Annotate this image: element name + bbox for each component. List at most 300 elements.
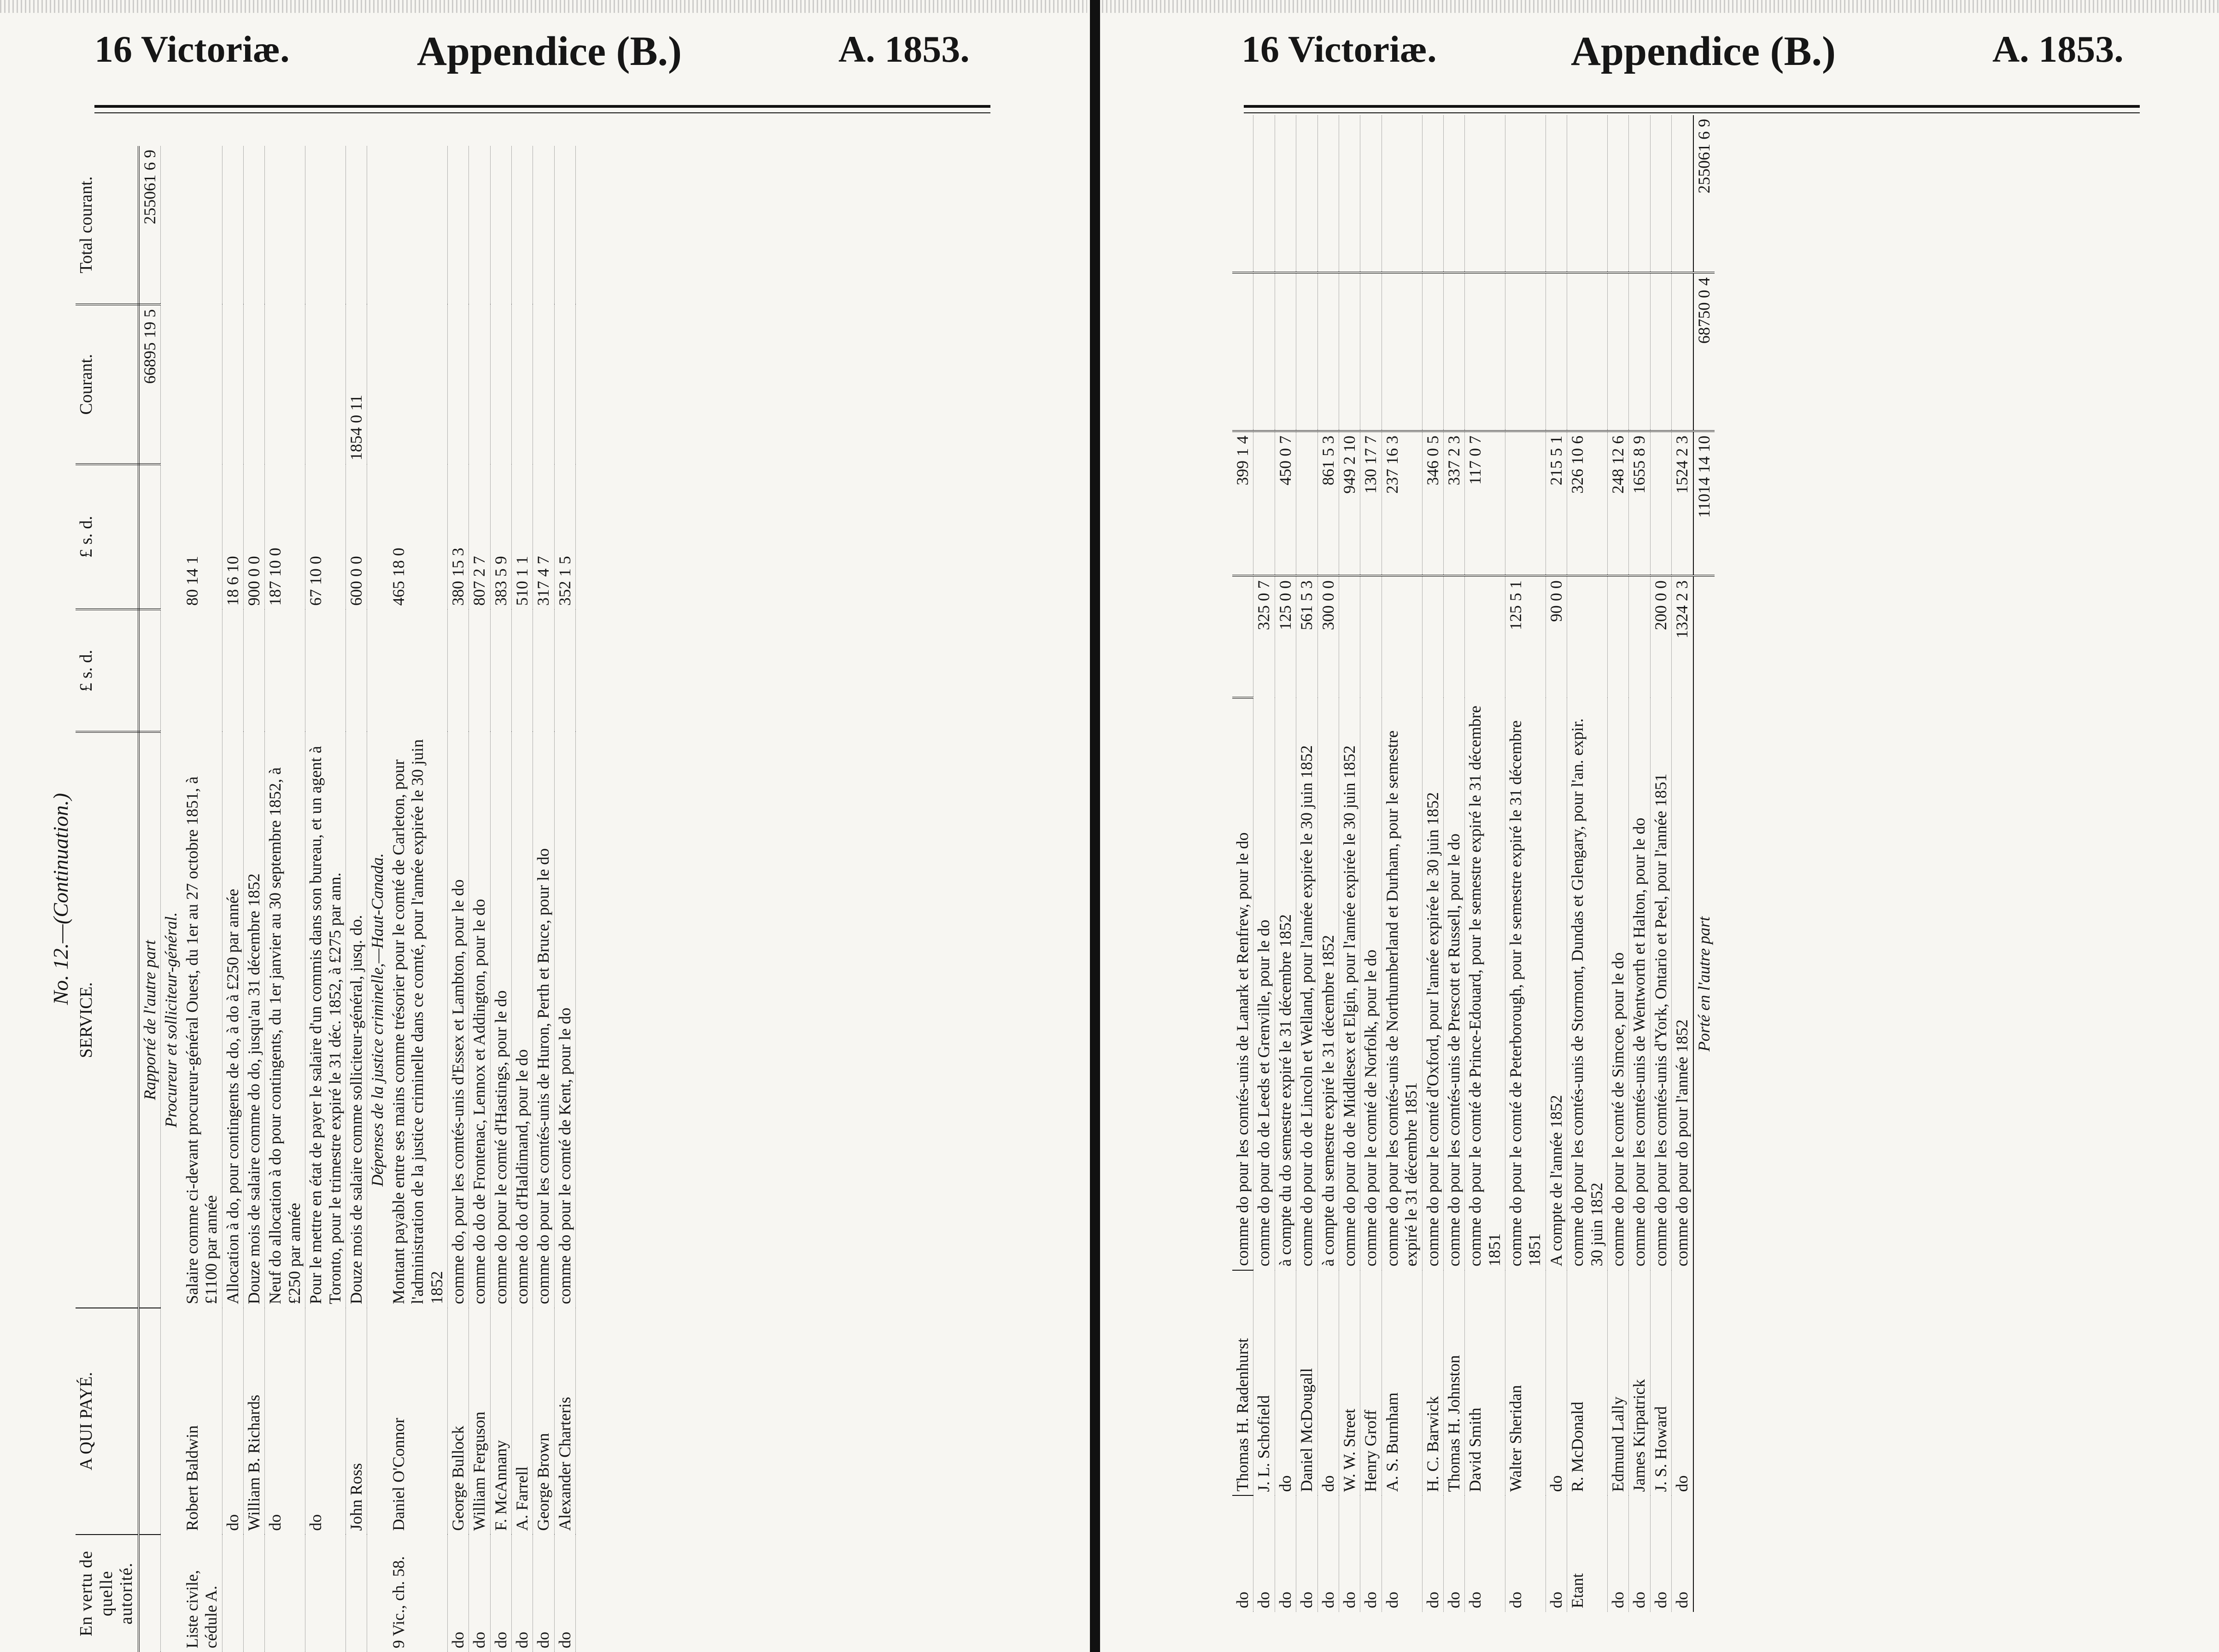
table-cell: comme do pour les comtés-unis de Northumberland et Durham, pour le semestre expiré le 31 décembre 1851 bbox=[1382, 698, 1422, 1270]
table-cell bbox=[1672, 273, 1693, 431]
table-cell bbox=[244, 609, 265, 732]
table-cell: comme do pour les comtés-unis de Lanark et Renfrew, pour le do bbox=[1232, 698, 1253, 1270]
table-cell: do bbox=[554, 1535, 575, 1652]
table-cell bbox=[1608, 273, 1629, 431]
table-cell: comme do pour les comtés-unis de Wentworth et Halton, pour le do bbox=[1629, 698, 1650, 1270]
table-cell bbox=[490, 609, 511, 732]
header-rule bbox=[1244, 105, 2140, 108]
table-row bbox=[1317, 115, 1339, 1612]
table-cell: Etant bbox=[1567, 1495, 1608, 1612]
table-cell: H. C. Barwick bbox=[1422, 1270, 1443, 1496]
table-cell bbox=[1360, 576, 1382, 698]
table-cell: 1324 2 3 bbox=[1672, 576, 1693, 698]
table-cell: do bbox=[1629, 1495, 1650, 1612]
table-cell: 117 0 7 bbox=[1465, 431, 1505, 576]
table-cell: Neuf do allocation à do pour contingents, du 1er janvier au 30 septembre 1852, à £250 par année bbox=[265, 732, 305, 1308]
table-cell: do bbox=[222, 1308, 243, 1535]
table-cell: do bbox=[1546, 1495, 1567, 1612]
table-cell: Liste civile, cédule A. bbox=[182, 1535, 222, 1652]
table-row bbox=[490, 146, 511, 1652]
table-row bbox=[345, 146, 367, 1652]
col-sub-units: £ s. d. bbox=[76, 609, 139, 732]
header-session: 16 Victoriæ. bbox=[94, 28, 290, 70]
header-appendix: Appendice (B.) bbox=[417, 29, 682, 74]
table-cell: do bbox=[1317, 1495, 1339, 1612]
table-cell bbox=[265, 146, 305, 304]
header-year: A. 1853. bbox=[1992, 28, 2124, 70]
table-cell: Thomas H. Radenhurst bbox=[1232, 1270, 1253, 1496]
table-row bbox=[1339, 115, 1360, 1612]
table-cell: do bbox=[1443, 1495, 1464, 1612]
header-appendix: Appendice (B.) bbox=[1571, 29, 1836, 74]
table-cell bbox=[1567, 273, 1608, 431]
table-cell: 125 0 0 bbox=[1275, 576, 1296, 698]
table-cell: 300 0 0 bbox=[1317, 576, 1339, 698]
table-cell bbox=[367, 304, 388, 464]
col-amt-units: £ s. d. bbox=[76, 464, 139, 609]
table-cell bbox=[1693, 1270, 1715, 1496]
table-cell: do bbox=[1422, 1495, 1443, 1612]
table-cell bbox=[1422, 576, 1443, 698]
table-row bbox=[1360, 115, 1382, 1612]
table-cell bbox=[244, 146, 265, 304]
table-cell: Montant payable entre ses mains comme trésorier pour le comté de Carleton, pour l'administration de la justice criminelle dans ce comté, pour l'année expirée le 30 juin 1852 bbox=[388, 732, 448, 1308]
table-cell: 399 1 4 bbox=[1232, 431, 1253, 576]
table-cell bbox=[1422, 273, 1443, 431]
table-row bbox=[1422, 115, 1443, 1612]
table-row bbox=[182, 146, 222, 1652]
table-cell: George Brown bbox=[533, 1308, 554, 1535]
table-cell bbox=[1382, 273, 1422, 431]
table-cell bbox=[1629, 273, 1650, 431]
table-row bbox=[554, 146, 575, 1652]
table-cell: 237 16 3 bbox=[1382, 431, 1422, 576]
table-cell bbox=[305, 1535, 346, 1652]
table-cell bbox=[1567, 576, 1608, 698]
table-cell bbox=[139, 1535, 161, 1652]
table-cell bbox=[182, 146, 222, 304]
table-cell: à compte du semestre expiré le 31 décembre 1852 bbox=[1317, 698, 1339, 1270]
table-cell: 90 0 0 bbox=[1546, 576, 1567, 698]
carried-forward-total: 255061 6 9 bbox=[1693, 115, 1715, 273]
table-row bbox=[1253, 115, 1275, 1612]
table-cell bbox=[139, 464, 161, 609]
brought-forward-courant: 66895 19 5 bbox=[139, 304, 161, 464]
table-cell: do bbox=[533, 1535, 554, 1652]
table-cell: Alexander Charteris bbox=[554, 1308, 575, 1535]
table-cell: 80 14 1 bbox=[182, 464, 222, 609]
col-courant: Courant. bbox=[76, 304, 139, 464]
table-row bbox=[265, 146, 305, 1652]
table-cell: 326 10 6 bbox=[1567, 431, 1608, 576]
carried-forward-row bbox=[1693, 115, 1715, 1612]
table-cell bbox=[1253, 273, 1275, 431]
table-cell: 465 18 0 bbox=[388, 464, 448, 609]
table-cell bbox=[1567, 115, 1608, 273]
header-rule bbox=[1244, 112, 2140, 113]
table-cell bbox=[1443, 576, 1464, 698]
table-cell: do bbox=[1672, 1495, 1693, 1612]
table-row bbox=[1672, 115, 1693, 1612]
table-cell bbox=[222, 609, 243, 732]
right-ledger bbox=[1232, 115, 2177, 1612]
table-cell bbox=[1253, 115, 1275, 273]
table-cell: 9 Vic., ch. 58. bbox=[388, 1535, 448, 1652]
table-cell: do bbox=[1546, 1270, 1567, 1496]
table-cell bbox=[447, 146, 468, 304]
table-cell bbox=[554, 609, 575, 732]
col-service: SERVICE. bbox=[76, 732, 139, 1308]
table-row bbox=[305, 146, 346, 1652]
table-cell: David Smith bbox=[1465, 1270, 1505, 1496]
table-cell: comme do do de Frontenac, Lennox et Addington, pour le do bbox=[469, 732, 490, 1308]
table-cell bbox=[1608, 576, 1629, 698]
table-cell bbox=[1317, 273, 1339, 431]
table-cell bbox=[1465, 273, 1505, 431]
table-cell: comme do pour le comté de Kent, pour le do bbox=[554, 732, 575, 1308]
table-cell: 325 0 7 bbox=[1253, 576, 1275, 698]
table-cell bbox=[1693, 576, 1715, 698]
table-cell: 317 4 7 bbox=[533, 464, 554, 609]
table-cell bbox=[533, 609, 554, 732]
table-cell: 807 2 7 bbox=[469, 464, 490, 609]
table-cell: comme do pour do pour l'année 1852 bbox=[1672, 698, 1693, 1270]
table-cell bbox=[447, 304, 468, 464]
table-row bbox=[1465, 115, 1505, 1612]
table-cell bbox=[161, 304, 182, 464]
table-cell bbox=[1443, 273, 1464, 431]
table-cell bbox=[1339, 576, 1360, 698]
table-cell bbox=[1650, 273, 1671, 431]
table-cell: F. McAnnany bbox=[490, 1308, 511, 1535]
table-cell: 67 10 0 bbox=[305, 464, 346, 609]
table-cell bbox=[1253, 431, 1275, 576]
table-cell bbox=[1339, 273, 1360, 431]
table-cell bbox=[1546, 273, 1567, 431]
table-row bbox=[1608, 115, 1629, 1612]
table-cell: comme do, pour les comtés-unis d'Essex et Lambton, pour le do bbox=[447, 732, 468, 1308]
table-cell bbox=[345, 609, 367, 732]
table-cell: comme do do d'Haldimand, pour le do bbox=[512, 732, 533, 1308]
table-cell bbox=[1339, 115, 1360, 273]
table-cell: do bbox=[490, 1535, 511, 1652]
table-cell: Douze mois de salaire comme solliciteur-général, jusq. do. bbox=[345, 732, 367, 1308]
table-cell bbox=[1232, 576, 1253, 698]
table-cell: comme do pour do de Middlesex et Elgin, pour l'année expirée le 30 juin 1852 bbox=[1339, 698, 1360, 1270]
table-cell bbox=[1360, 273, 1382, 431]
table-cell: 352 1 5 bbox=[554, 464, 575, 609]
table-cell: do bbox=[1382, 1495, 1422, 1612]
table-cell bbox=[1296, 273, 1317, 431]
table-cell bbox=[367, 1308, 388, 1535]
table-cell bbox=[161, 1535, 182, 1652]
table-cell: do bbox=[1253, 1495, 1275, 1612]
table-cell: comme do pour le comté de Peterborough, pour le semestre expiré le 31 décembre 1851 bbox=[1505, 698, 1546, 1270]
table-cell: do bbox=[265, 1308, 305, 1535]
table-cell: comme do pour le comté d'Oxford, pour l'année expirée le 30 juin 1852 bbox=[1422, 698, 1443, 1270]
table-cell: do bbox=[305, 1308, 346, 1535]
table-cell: 18 6 10 bbox=[222, 464, 243, 609]
section-heading: Dépenses de la justice criminelle,—Haut-Canada. bbox=[368, 853, 387, 1187]
table-cell bbox=[345, 146, 367, 304]
table-cell: Daniel McDougall bbox=[1296, 1270, 1317, 1496]
table-cell: do bbox=[447, 1535, 468, 1652]
table-cell bbox=[244, 1535, 265, 1652]
table-cell bbox=[1275, 115, 1296, 273]
table-cell bbox=[1650, 115, 1671, 273]
table-cell bbox=[388, 146, 448, 304]
table-cell: Edmund Lally bbox=[1608, 1270, 1629, 1496]
table-cell: J. S. Howard bbox=[1650, 1270, 1671, 1496]
table-cell: 1655 8 9 bbox=[1629, 431, 1650, 576]
table-cell bbox=[367, 464, 388, 609]
table-cell bbox=[1629, 576, 1650, 698]
table-cell bbox=[161, 464, 182, 609]
table-cell bbox=[512, 146, 533, 304]
table-cell bbox=[1296, 431, 1317, 576]
table-cell: A compte de l'année 1852 bbox=[1546, 698, 1567, 1270]
table-cell: 346 0 5 bbox=[1422, 431, 1443, 576]
table-cell bbox=[388, 609, 448, 732]
table-cell bbox=[1505, 115, 1546, 273]
table-row bbox=[222, 146, 243, 1652]
table-row bbox=[1232, 115, 1253, 1612]
table-row bbox=[1567, 115, 1608, 1612]
table-cell bbox=[367, 146, 388, 304]
table-cell: Henry Groff bbox=[1360, 1270, 1382, 1496]
table-cell bbox=[1465, 115, 1505, 273]
table-cell: William B. Richards bbox=[244, 1308, 265, 1535]
table-cell: do bbox=[1317, 1270, 1339, 1496]
table-cell: à compte du do semestre expiré le 31 décembre 1852 bbox=[1275, 698, 1296, 1270]
table-cell: 130 17 7 bbox=[1360, 431, 1382, 576]
table-cell bbox=[222, 1535, 243, 1652]
table-cell: 450 0 7 bbox=[1275, 431, 1296, 576]
table-cell bbox=[1382, 576, 1422, 698]
scan-edge bbox=[0, 0, 1087, 13]
table-row bbox=[1296, 115, 1317, 1612]
table-row bbox=[512, 146, 533, 1652]
table-cell bbox=[244, 304, 265, 464]
header-session: 16 Victoriæ. bbox=[1241, 28, 1437, 70]
table-row bbox=[1650, 115, 1671, 1612]
table-cell bbox=[265, 609, 305, 732]
table-cell: do bbox=[1339, 1495, 1360, 1612]
table-cell: Walter Sheridan bbox=[1505, 1270, 1546, 1496]
ledger-table bbox=[76, 146, 576, 1652]
table-cell bbox=[367, 1535, 388, 1652]
table-cell bbox=[1360, 115, 1382, 273]
table-cell: do bbox=[1275, 1270, 1296, 1496]
table-cell bbox=[265, 304, 305, 464]
table-row bbox=[244, 146, 265, 1652]
table-cell bbox=[182, 304, 222, 464]
table-cell: W. W. Street bbox=[1339, 1270, 1360, 1496]
table-cell bbox=[305, 146, 346, 304]
table-cell: Daniel O'Connor bbox=[388, 1308, 448, 1535]
table-row bbox=[533, 146, 554, 1652]
table-cell bbox=[222, 304, 243, 464]
table-cell: comme do pour les comtés-unis de Huron, Perth et Bruce, pour le do bbox=[533, 732, 554, 1308]
table-cell: comme do pour le comté de Simcoe, pour le do bbox=[1608, 698, 1629, 1270]
table-cell bbox=[305, 609, 346, 732]
table-cell: 248 12 6 bbox=[1608, 431, 1629, 576]
table-cell: 215 5 1 bbox=[1546, 431, 1567, 576]
table-cell bbox=[554, 304, 575, 464]
table-cell: 949 2 10 bbox=[1339, 431, 1360, 576]
table-cell: 337 2 3 bbox=[1443, 431, 1464, 576]
table-cell: A. S. Burnham bbox=[1382, 1270, 1422, 1496]
table-cell bbox=[345, 1535, 367, 1652]
col-payee: A QUI PAYÉ. bbox=[76, 1308, 139, 1535]
table-cell bbox=[305, 304, 346, 464]
table-cell bbox=[265, 1535, 305, 1652]
table-cell bbox=[469, 304, 490, 464]
table-cell: 200 0 0 bbox=[1650, 576, 1671, 698]
table-cell bbox=[490, 304, 511, 464]
table-cell: William Ferguson bbox=[469, 1308, 490, 1535]
col-authority: En vertu de quelle autorité. bbox=[76, 1535, 139, 1652]
table-cell: 600 0 0 bbox=[345, 464, 367, 609]
table-cell: 510 1 1 bbox=[512, 464, 533, 609]
table-cell: comme do pour do de Leeds et Grenville, pour le do bbox=[1253, 698, 1275, 1270]
table-cell bbox=[1546, 115, 1567, 273]
table-cell bbox=[1505, 431, 1546, 576]
table-cell: do bbox=[1296, 1495, 1317, 1612]
table-cell bbox=[1317, 115, 1339, 273]
brought-forward-row bbox=[139, 146, 161, 1652]
table-cell: J. L. Schofield bbox=[1253, 1270, 1275, 1496]
table-cell: comme do pour le comté d'Hastings, pour le do bbox=[490, 732, 511, 1308]
table-cell: 1524 2 3 bbox=[1672, 431, 1693, 576]
table-cell bbox=[1608, 115, 1629, 273]
header-rule bbox=[94, 112, 990, 113]
table-cell bbox=[1296, 115, 1317, 273]
table-cell: Douze mois de salaire comme do do, jusqu'au 31 décembre 1852 bbox=[244, 732, 265, 1308]
table-cell: 861 5 3 bbox=[1317, 431, 1339, 576]
table-cell bbox=[469, 146, 490, 304]
table-cell bbox=[512, 609, 533, 732]
table-cell: do bbox=[1465, 1495, 1505, 1612]
table-cell bbox=[1422, 115, 1443, 273]
table-cell bbox=[1629, 115, 1650, 273]
table-cell: do bbox=[1505, 1495, 1546, 1612]
brought-forward-label: Rapporté de l'autre part bbox=[139, 732, 161, 1308]
table-cell: 561 5 3 bbox=[1296, 576, 1317, 698]
table-row bbox=[1505, 115, 1546, 1612]
table-cell bbox=[469, 609, 490, 732]
table-row bbox=[469, 146, 490, 1652]
table-cell: 125 5 1 bbox=[1505, 576, 1546, 698]
table-cell: 1854 0 11 bbox=[345, 304, 367, 464]
table-cell: do bbox=[1608, 1495, 1629, 1612]
table-cell: comme do pour les comtés-unis de Stormont, Dundas et Glengary, pour l'an. expir. 30 juin 1852 bbox=[1567, 698, 1608, 1270]
table-cell bbox=[1382, 115, 1422, 273]
table-row bbox=[1629, 115, 1650, 1612]
book-gutter bbox=[1090, 0, 1100, 1652]
table-cell: Salaire comme ci-devant procureur-général Ouest, du 1er au 27 octobre 1851, à £1100 par année bbox=[182, 732, 222, 1308]
table-cell bbox=[554, 146, 575, 304]
table-cell: Allocation à do, pour contingents de do, à do à £250 par année bbox=[222, 732, 243, 1308]
table-cell: Robert Baldwin bbox=[182, 1308, 222, 1535]
ledger-table bbox=[1232, 115, 1715, 1612]
scan-edge bbox=[1102, 0, 2219, 13]
table-cell bbox=[1443, 115, 1464, 273]
table-cell bbox=[182, 609, 222, 732]
header-rule bbox=[94, 105, 990, 108]
section-heading: Procureur et solliciteur-général. bbox=[162, 912, 181, 1128]
table-cell bbox=[139, 609, 161, 732]
table-cell: 380 15 3 bbox=[447, 464, 468, 609]
table-cell bbox=[1672, 115, 1693, 273]
table-cell bbox=[161, 1308, 182, 1535]
table-cell: do bbox=[512, 1535, 533, 1652]
table-cell bbox=[447, 609, 468, 732]
brought-forward-total: 255061 6 9 bbox=[139, 146, 161, 304]
table-cell: comme do pour les comtés-unis d'York, Ontario et Peel, pour l'année 1851 bbox=[1650, 698, 1671, 1270]
table-cell bbox=[533, 146, 554, 304]
table-row bbox=[1546, 115, 1567, 1612]
table-cell bbox=[161, 609, 182, 732]
table-cell: A. Farrell bbox=[512, 1308, 533, 1535]
table-cell: do bbox=[469, 1535, 490, 1652]
table-cell: James Kirpatrick bbox=[1629, 1270, 1650, 1496]
carried-forward-courant: 68750 0 4 bbox=[1693, 273, 1715, 431]
table-cell: George Bullock bbox=[447, 1308, 468, 1535]
table-cell: do bbox=[1360, 1495, 1382, 1612]
table-cell: 383 5 9 bbox=[490, 464, 511, 609]
table-cell: comme do pour le comté de Prince-Edouard, pour le semestre expiré le 31 décembre 1851 bbox=[1465, 698, 1505, 1270]
table-cell bbox=[1232, 115, 1253, 273]
table-cell: 900 0 0 bbox=[244, 464, 265, 609]
table-cell bbox=[367, 609, 388, 732]
table-cell bbox=[1465, 576, 1505, 698]
table-cell bbox=[222, 146, 243, 304]
table-caption: No. 12.—(Continuation.) bbox=[49, 793, 72, 1005]
table-cell bbox=[1650, 431, 1671, 576]
table-cell: comme do pour le comté de Norfolk, pour le do bbox=[1360, 698, 1382, 1270]
table-cell bbox=[1505, 273, 1546, 431]
col-total: Total courant. bbox=[76, 146, 139, 304]
table-cell: Thomas H. Johnston bbox=[1443, 1270, 1464, 1496]
header-year: A. 1853. bbox=[838, 28, 970, 70]
table-cell: John Ross bbox=[345, 1308, 367, 1535]
table-cell: do bbox=[1232, 1495, 1253, 1612]
table-cell bbox=[388, 304, 448, 464]
table-cell bbox=[139, 1308, 161, 1535]
table-row bbox=[1382, 115, 1422, 1612]
table-row bbox=[1443, 115, 1464, 1612]
table-cell: do bbox=[1672, 1270, 1693, 1496]
table-cell bbox=[512, 304, 533, 464]
table-cell bbox=[161, 146, 182, 304]
table-cell bbox=[490, 146, 511, 304]
carried-forward-label: Porté en l'autre part bbox=[1693, 698, 1715, 1270]
table-cell: Pour le mettre en état de payer le salaire d'un commis dans son bureau, et un agent à Toronto, pour le trimestre expiré le 31 déc. 1852, à £275 par ann. bbox=[305, 732, 346, 1308]
table-row bbox=[1275, 115, 1296, 1612]
left-ledger bbox=[44, 146, 993, 1652]
table-cell: comme do pour les comtés-unis de Prescott et Russell, pour le do bbox=[1443, 698, 1464, 1270]
table-cell: do bbox=[1275, 1495, 1296, 1612]
table-row bbox=[447, 146, 468, 1652]
table-cell: do bbox=[1650, 1495, 1671, 1612]
table-cell bbox=[1693, 1495, 1715, 1612]
carried-forward-amount: 11014 14 10 bbox=[1693, 431, 1715, 576]
table-cell: R. McDonald bbox=[1567, 1270, 1608, 1496]
table-row bbox=[388, 146, 448, 1652]
table-cell: comme do pour do de Lincoln et Welland, pour l'année expirée le 30 juin 1852 bbox=[1296, 698, 1317, 1270]
table-cell bbox=[1232, 273, 1253, 431]
